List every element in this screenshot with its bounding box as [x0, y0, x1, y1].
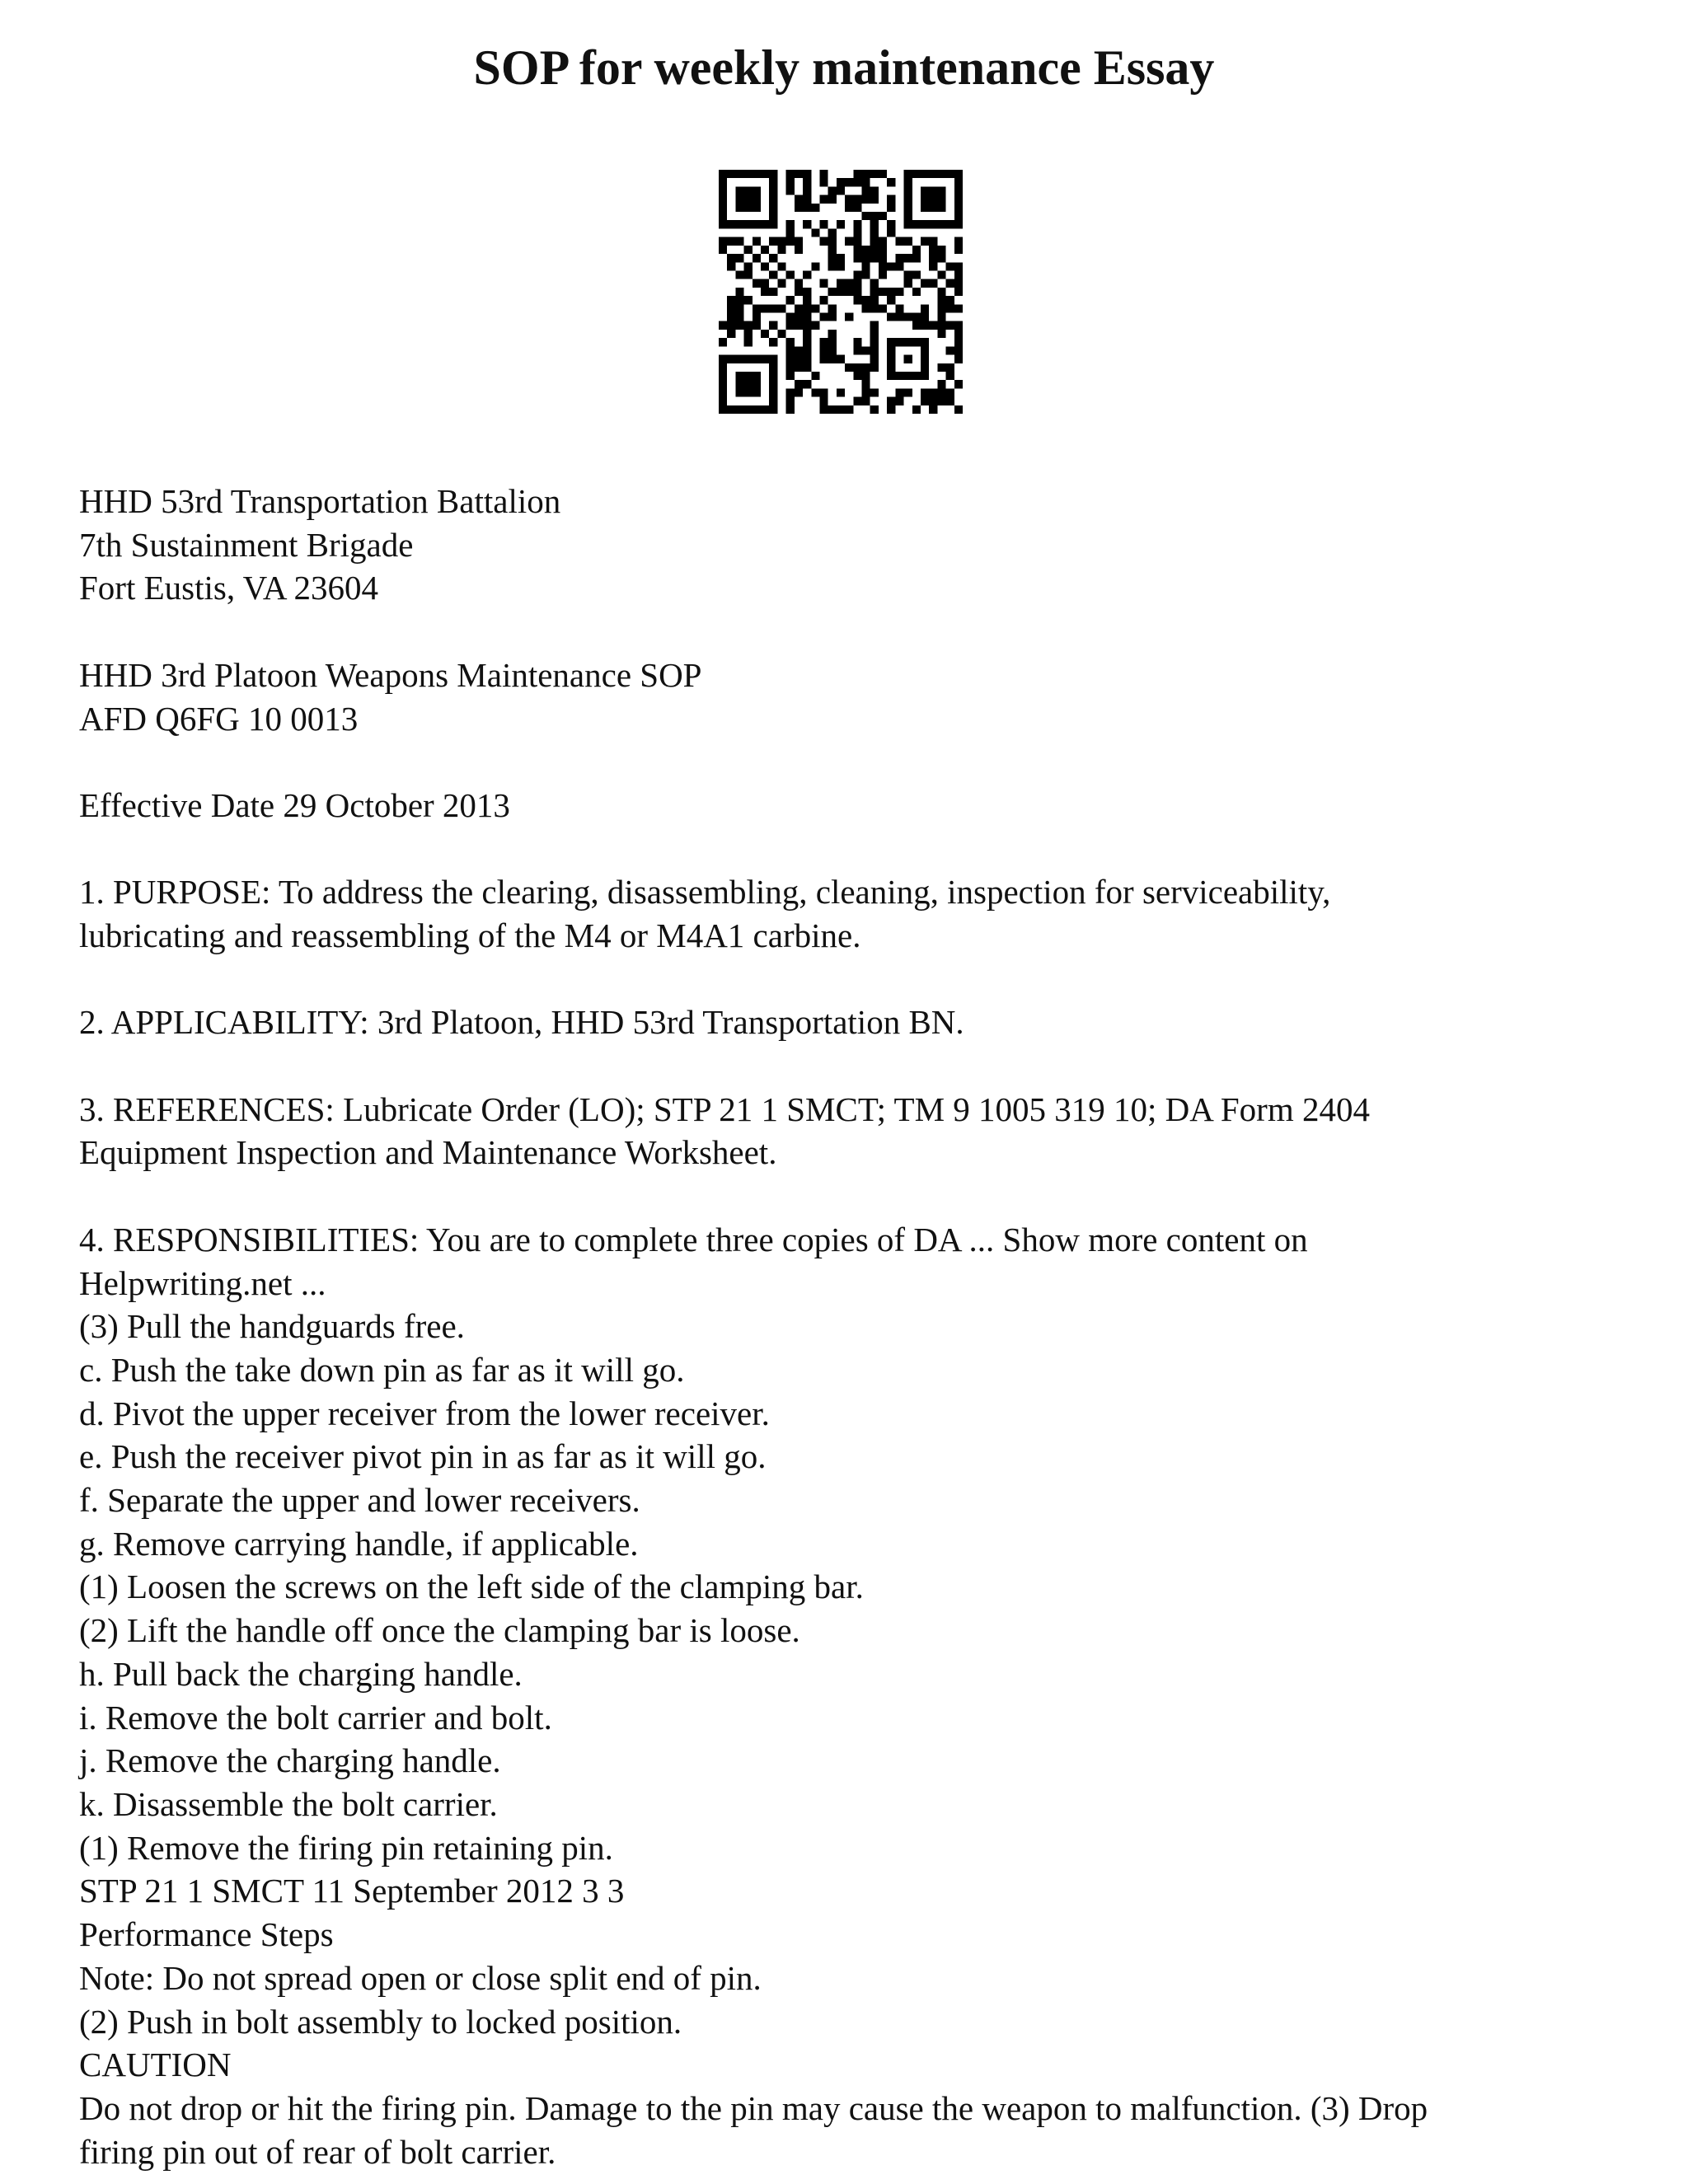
- step-line: j. Remove the charging handle.: [79, 1741, 501, 1780]
- references-line-1: 3. REFERENCES: Lubricate Order (LO); STP 21 1 SMCT; TM 9 1005 319 10; DA Form 2404: [79, 1090, 1370, 1128]
- unit-line-2: 7th Sustainment Brigade: [79, 525, 414, 564]
- step-line: i. Remove the bolt carrier and bolt.: [79, 1698, 552, 1736]
- step-line: (1) Remove the firing pin retaining pin.: [79, 1828, 613, 1867]
- step-line: h. Pull back the charging handle.: [79, 1654, 523, 1693]
- step-line: (3) Pull the handguards free.: [79, 1307, 465, 1346]
- document-body: [79, 480, 1629, 2173]
- purpose-line-2: lubricating and reassembling of the M4 or M4A1 carbine.: [79, 916, 861, 954]
- responsibilities-line-1: 4. RESPONSIBILITIES: You are to complete three copies of DA ... Show more content on: [79, 1220, 1308, 1258]
- sop-number-line: AFD Q6FG 10 0013: [79, 699, 359, 738]
- unit-line-3: Fort Eustis, VA 23604: [79, 569, 379, 607]
- step-line: d. Pivot the upper receiver from the lower receiver.: [79, 1394, 770, 1432]
- qr-code-icon: [719, 170, 963, 414]
- performance-steps-heading: Performance Steps: [79, 1915, 334, 1954]
- stp-reference-line: STP 21 1 SMCT 11 September 2012 3 3: [79, 1872, 625, 1910]
- purpose-line-1: 1. PURPOSE: To address the clearing, disassembling, cleaning, inspection for serviceability,: [79, 873, 1331, 912]
- step-line: (1) Loosen the screws on the left side of the clamping bar.: [79, 1568, 864, 1606]
- note-line: Note: Do not spread open or close split end of pin.: [79, 1958, 762, 1997]
- references-line-2: Equipment Inspection and Maintenance Worksheet.: [79, 1133, 777, 1172]
- step-line: c. Push the take down pin as far as it will go.: [79, 1350, 685, 1389]
- effective-date: Effective Date 29 October 2013: [79, 785, 510, 824]
- applicability-line: 2. APPLICABILITY: 3rd Platoon, HHD 53rd Transportation BN.: [79, 1003, 964, 1042]
- caution-text-line-1: Do not drop or hit the firing pin. Damage to the pin may cause the weapon to malfunction. (3) Drop: [79, 2088, 1428, 2127]
- step-line: g. Remove carrying handle, if applicable.: [79, 1524, 639, 1563]
- unit-line-1: HHD 53rd Transportation Battalion: [79, 482, 561, 520]
- sop-title-line: HHD 3rd Platoon Weapons Maintenance SOP: [79, 655, 702, 694]
- caution-text-line-2: firing pin out of rear of bolt carrier.: [79, 2132, 556, 2171]
- document-title: SOP for weekly maintenance Essay: [473, 40, 1215, 95]
- step-line: f. Separate the upper and lower receivers.: [79, 1481, 640, 1520]
- responsibilities-line-2: Helpwriting.net ...: [79, 1263, 326, 1302]
- caution-heading: CAUTION: [79, 2046, 232, 2084]
- step-line: (2) Push in bolt assembly to locked position.: [79, 2002, 682, 2041]
- step-line: k. Disassemble the bolt carrier.: [79, 1785, 498, 1823]
- step-line: e. Push the receiver pivot pin in as far as it will go.: [79, 1437, 767, 1476]
- step-line: (2) Lift the handle off once the clamping bar is loose.: [79, 1611, 800, 1650]
